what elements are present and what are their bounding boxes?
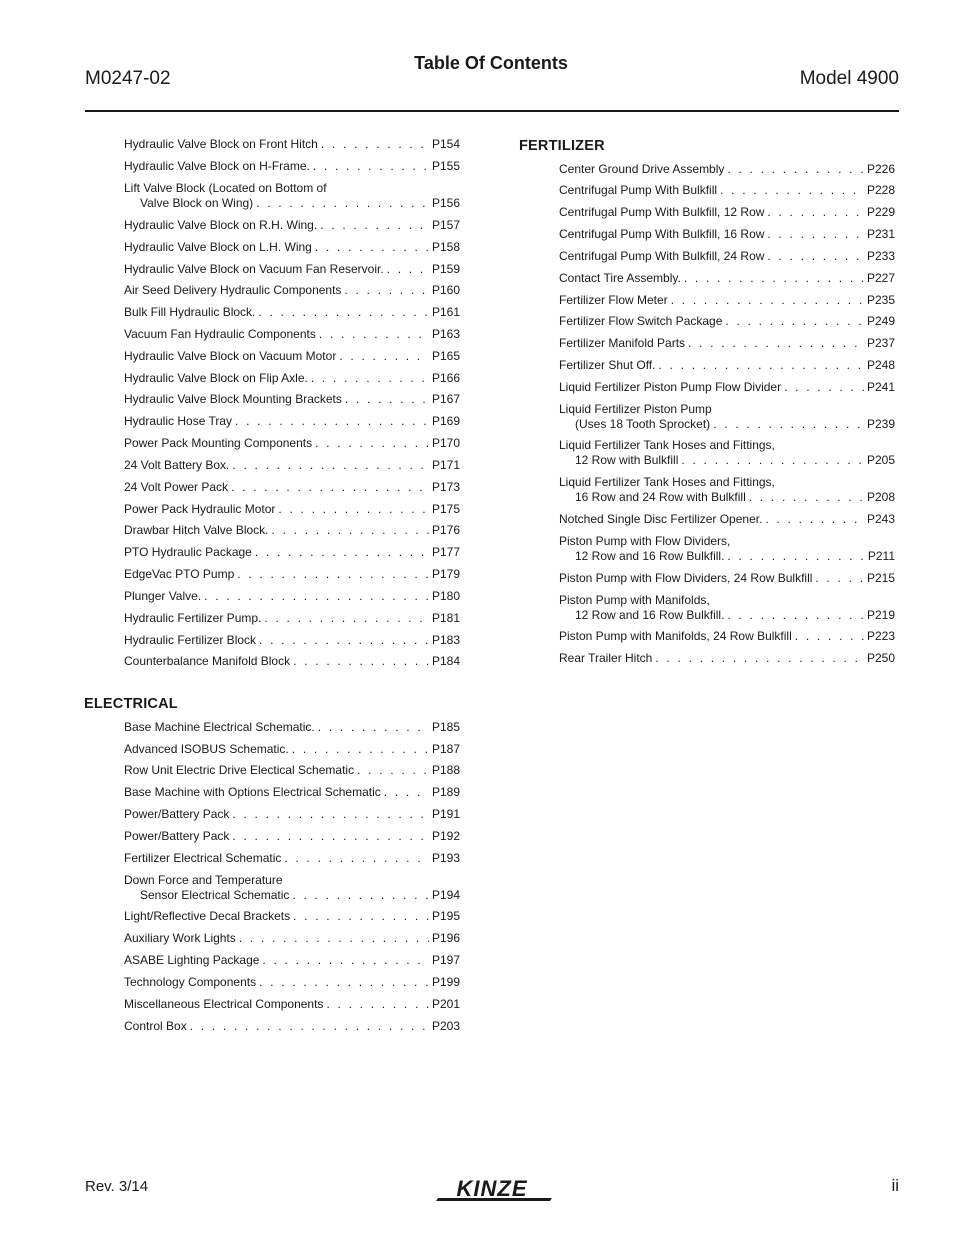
toc-entry-page: P201 [431, 997, 460, 1011]
toc-entry[interactable] [124, 851, 460, 866]
toc-entry[interactable] [559, 271, 895, 286]
toc-entry-title: Air Seed Delivery Hydraulic Components [124, 283, 342, 297]
dot-leader [655, 651, 864, 666]
toc-entry-page: P250 [866, 651, 895, 665]
page-number: ii [891, 1176, 899, 1195]
toc-entry[interactable] [559, 336, 895, 351]
toc-entry[interactable] [559, 227, 895, 242]
dot-leader [688, 336, 864, 351]
toc-entry-title: Liquid Fertilizer Piston Pump [559, 402, 712, 416]
toc-entry[interactable] [559, 314, 895, 329]
toc-entry-title: Auxiliary Work Lights [124, 931, 236, 945]
toc-entry-title-continued: Valve Block on Wing) [140, 196, 254, 210]
toc-entry-title: Power Pack Hydraulic Motor [124, 502, 276, 516]
toc-entry-title: Fertilizer Flow Meter [559, 293, 668, 307]
dot-leader [713, 417, 864, 432]
toc-entry-title: Light/Reflective Decal Brackets [124, 909, 291, 923]
toc-entry[interactable] [124, 181, 460, 211]
toc-entry-page: P157 [431, 218, 460, 232]
toc-entry-page: P228 [866, 183, 895, 197]
dot-leader [315, 240, 429, 255]
toc-entry-title-continued: 16 Row and 24 Row with Bulkfill [575, 490, 746, 504]
toc-entry[interactable] [124, 159, 460, 174]
toc-entry-title: Down Force and Temperature [124, 873, 283, 887]
toc-entry-page: P176 [431, 523, 460, 537]
toc-entry[interactable] [124, 909, 460, 924]
toc-entry-title: Row Unit Electric Drive Electical Schematic [124, 763, 355, 777]
toc-entry-page: P156 [431, 196, 460, 210]
toc-entry-page: P197 [431, 953, 460, 967]
dot-leader [681, 453, 864, 468]
toc-entry-title: Vacuum Fan Hydraulic Components [124, 327, 316, 341]
toc-entry[interactable] [124, 720, 460, 735]
dot-leader [278, 502, 429, 517]
dot-leader [720, 183, 864, 198]
toc-entry-page: P235 [866, 293, 895, 307]
dot-leader [767, 205, 864, 220]
page-title: Table Of Contents [414, 53, 568, 73]
dot-leader [387, 262, 429, 277]
toc-entry-page: P177 [431, 545, 460, 559]
dot-leader [232, 829, 429, 844]
toc-entry[interactable] [124, 523, 460, 538]
toc-entry-title: Fertilizer Manifold Parts [559, 336, 686, 350]
toc-entry-title: Piston Pump with Flow Dividers, 24 Row Bulkfill [559, 571, 813, 585]
dot-leader [384, 785, 429, 800]
toc-entry[interactable] [559, 402, 895, 432]
toc-entry[interactable] [124, 137, 460, 152]
toc-entry[interactable] [559, 571, 895, 586]
toc-entry-title: Counterbalance Manifold Block [124, 654, 291, 668]
fertilizer-heading: FERTILIZER [519, 138, 605, 154]
toc-entry[interactable] [124, 545, 460, 560]
toc-entry-title: Piston Pump with Manifolds, [559, 593, 710, 607]
toc-entry-title: Hydraulic Hose Tray [124, 414, 233, 428]
toc-entry-title: Plunger Valve. [124, 589, 202, 603]
dot-leader [292, 888, 429, 903]
toc-entry-page: P192 [431, 829, 460, 843]
toc-entry[interactable] [124, 829, 460, 844]
toc-entry-title: 24 Volt Power Pack [124, 480, 229, 494]
toc-entry-title: 24 Volt Battery Box. [124, 458, 230, 472]
toc-entry[interactable] [124, 283, 460, 298]
svg-text:KINZE: KINZE [456, 1176, 528, 1201]
toc-entry[interactable] [124, 975, 460, 990]
toc-entry[interactable] [124, 807, 460, 822]
dot-leader [765, 512, 864, 527]
toc-entry-title: Fertilizer Shut Off. [559, 358, 656, 372]
dot-leader [339, 349, 429, 364]
toc-entry-page: P167 [431, 392, 460, 406]
dot-leader [258, 305, 429, 320]
dot-leader [311, 371, 429, 386]
toc-entry-page: P249 [866, 314, 895, 328]
dot-leader [255, 545, 429, 560]
dot-leader [259, 975, 429, 990]
toc-entry[interactable] [559, 205, 895, 220]
toc-entry-page: P161 [431, 305, 460, 319]
toc-entry-page: P208 [866, 490, 895, 504]
dot-leader [231, 480, 429, 495]
dot-leader [259, 633, 429, 648]
toc-entry-title: Power/Battery Pack [124, 807, 230, 821]
toc-entry-page: P183 [431, 633, 460, 647]
toc-entry-title: Liquid Fertilizer Piston Pump Flow Divider [559, 380, 782, 394]
toc-entry-page: P159 [431, 262, 460, 276]
toc-entry[interactable] [124, 873, 460, 903]
toc-entry-title: Liquid Fertilizer Tank Hoses and Fittings, [559, 438, 775, 452]
toc-entry-page: P243 [866, 512, 895, 526]
toc-entry[interactable] [124, 262, 460, 277]
toc-entry-title: Fertilizer Flow Switch Package [559, 314, 723, 328]
toc-entry-title: EdgeVac PTO Pump [124, 567, 235, 581]
dot-leader [284, 851, 429, 866]
doc-number: M0247-02 [85, 68, 171, 89]
toc-entry[interactable] [124, 305, 460, 320]
toc-entry-title: PTO Hydraulic Package [124, 545, 252, 559]
toc-entry[interactable] [124, 392, 460, 407]
toc-entry-title: Center Ground Drive Assembly [559, 162, 725, 176]
toc-entry-page: P175 [431, 502, 460, 516]
dot-leader [235, 414, 429, 429]
toc-entry-title: Drawbar Hitch Valve Block. [124, 523, 269, 537]
dot-leader [345, 392, 429, 407]
toc-entry-page: P248 [866, 358, 895, 372]
dot-leader [293, 909, 429, 924]
toc-entry[interactable] [559, 293, 895, 308]
toc-entry-page: P239 [866, 417, 895, 431]
dot-leader [658, 358, 863, 373]
dot-leader [767, 249, 864, 264]
dot-leader [232, 807, 429, 822]
toc-entry-title: Base Machine with Options Electrical Schematic [124, 785, 381, 799]
toc-entry[interactable] [124, 240, 460, 255]
toc-entry-page: P185 [431, 720, 460, 734]
dot-leader [320, 218, 429, 233]
toc-entry[interactable] [559, 512, 895, 527]
toc-entry-page: P193 [431, 851, 460, 865]
toc-entry-title: Base Machine Electrical Schematic. [124, 720, 315, 734]
toc-entry[interactable] [124, 414, 460, 429]
toc-entry-title: Technology Components [124, 975, 257, 989]
revision-label: Rev. 3/14 [85, 1178, 149, 1195]
toc-entry[interactable] [124, 785, 460, 800]
toc-entry-title: Bulk Fill Hydraulic Block. [124, 305, 256, 319]
toc-entry-title: Piston Pump with Manifolds, 24 Row Bulkfill [559, 629, 792, 643]
toc-entry-page: P196 [431, 931, 460, 945]
toc-entry-title: Centrifugal Pump With Bulkfill, 24 Row [559, 249, 765, 263]
toc-entry-page: P195 [431, 909, 460, 923]
toc-entry-page: P171 [431, 458, 460, 472]
kinze-logo [432, 1176, 554, 1204]
kinze-logo-icon [432, 1176, 554, 1204]
toc-entry[interactable] [124, 997, 460, 1012]
toc-entry-page: P181 [431, 611, 460, 625]
toc-entry-page: P223 [866, 629, 895, 643]
toc-entry-title: Hydraulic Valve Block on Vacuum Fan Reservoir. [124, 262, 384, 276]
toc-entry[interactable] [124, 371, 460, 386]
dot-leader [321, 137, 429, 152]
dot-leader [262, 953, 429, 968]
toc-entry-title: Power/Battery Pack [124, 829, 230, 843]
toc-entry-title: Control Box [124, 1019, 187, 1033]
toc-entry-page: P241 [866, 380, 895, 394]
dot-leader [727, 549, 864, 564]
dot-leader [684, 271, 864, 286]
toc-entry[interactable] [559, 358, 895, 373]
toc-entry-page: P155 [431, 159, 460, 173]
toc-entry-title: Hydraulic Valve Block on R.H. Wing. [124, 218, 318, 232]
toc-entry-page: P163 [431, 327, 460, 341]
toc-entry[interactable] [559, 475, 895, 505]
toc-entry-page: P188 [431, 763, 460, 777]
dot-leader [326, 997, 429, 1012]
toc-entry-title: Fertilizer Electrical Schematic [124, 851, 282, 865]
toc-entry-title: Hydraulic Valve Block on Vacuum Motor [124, 349, 337, 363]
toc-entry-page: P205 [866, 453, 895, 467]
toc-entry-page: P191 [431, 807, 460, 821]
header-rule [85, 110, 899, 112]
toc-entry-page: P211 [867, 549, 895, 563]
toc-entry-title: Power Pack Mounting Components [124, 436, 313, 450]
toc-entry[interactable] [124, 1019, 460, 1034]
dot-leader [239, 931, 429, 946]
dot-leader [749, 490, 864, 505]
toc-entry-page: P165 [431, 349, 460, 363]
dot-leader [815, 571, 864, 586]
toc-entry[interactable] [124, 611, 460, 626]
toc-entry-title: Lift Valve Block (Located on Bottom of [124, 181, 327, 195]
dot-leader [319, 327, 429, 342]
dot-leader [344, 283, 429, 298]
toc-entry-page: P187 [431, 742, 460, 756]
toc-entry-title-continued: 12 Row and 16 Row Bulkfill. [575, 608, 725, 622]
toc-entry[interactable] [559, 651, 895, 666]
dot-leader [671, 293, 864, 308]
toc-entry[interactable] [559, 629, 895, 644]
dot-leader [264, 611, 429, 626]
toc-entry-title-continued: Sensor Electrical Schematic [140, 888, 290, 902]
toc-entry-page: P158 [431, 240, 460, 254]
toc-entry-page: P154 [431, 137, 460, 151]
toc-entry[interactable] [124, 589, 460, 604]
toc-entry-title: Hydraulic Fertilizer Block [124, 633, 257, 647]
toc-entry-title: Hydraulic Valve Block on Flip Axle. [124, 371, 308, 385]
toc-entry-page: P180 [431, 589, 460, 603]
dot-leader [293, 654, 429, 669]
toc-entry-title: Rear Trailer Hitch [559, 651, 653, 665]
toc-entry-title-continued: 12 Row with Bulkfill [575, 453, 679, 467]
toc-entry-title-continued: (Uses 18 Tooth Sprocket) [575, 417, 711, 431]
toc-entry-page: P231 [866, 227, 895, 241]
dot-leader [784, 380, 864, 395]
toc-entry-title: ASABE Lighting Package [124, 953, 260, 967]
toc-entry[interactable] [124, 502, 460, 517]
toc-entry-page: P237 [866, 336, 895, 350]
toc-entry-page: P229 [866, 205, 895, 219]
toc-entry[interactable] [124, 763, 460, 778]
toc-entry[interactable] [559, 593, 895, 623]
toc-entry[interactable] [559, 534, 895, 564]
toc-entry-title: Advanced ISOBUS Schematic. [124, 742, 289, 756]
dot-leader [767, 227, 864, 242]
dot-leader [727, 608, 864, 623]
toc-entry[interactable] [559, 249, 895, 264]
toc-entry[interactable] [124, 327, 460, 342]
toc-entry[interactable] [124, 654, 460, 669]
toc-entry-page: P160 [431, 283, 460, 297]
toc-entry-page: P189 [431, 785, 460, 799]
dot-leader [725, 314, 864, 329]
toc-entry-title: Centrifugal Pump With Bulkfill, 12 Row [559, 205, 765, 219]
toc-entry-page: P233 [866, 249, 895, 263]
dot-leader [237, 567, 429, 582]
toc-entry[interactable] [124, 458, 460, 473]
toc-entry-title: Liquid Fertilizer Tank Hoses and Fittings, [559, 475, 775, 489]
toc-entry[interactable] [124, 218, 460, 233]
dot-leader [232, 458, 429, 473]
toc-entry-page: P179 [431, 567, 460, 581]
toc-entry[interactable] [559, 183, 895, 198]
toc-entry[interactable] [124, 931, 460, 946]
toc-entry-page: P173 [431, 480, 460, 494]
toc-entry-title: Miscellaneous Electrical Components [124, 997, 324, 1011]
dot-leader [272, 523, 429, 538]
dot-leader [318, 720, 429, 735]
toc-entry[interactable] [124, 567, 460, 582]
dot-leader [204, 589, 429, 604]
toc-entry-page: P170 [431, 436, 460, 450]
toc-entry[interactable] [124, 480, 460, 495]
toc-entry[interactable] [124, 953, 460, 968]
toc-entry-title: Hydraulic Valve Block on L.H. Wing [124, 240, 312, 254]
toc-entry-page: P227 [866, 271, 895, 285]
toc-entry[interactable] [559, 438, 895, 468]
toc-entry-page: P203 [431, 1019, 460, 1033]
dot-leader [292, 742, 429, 757]
toc-entry[interactable] [559, 162, 895, 177]
toc-entry-title: Hydraulic Fertilizer Pump. [124, 611, 262, 625]
toc-entry-page: P184 [431, 654, 460, 668]
toc-entry-page: P219 [866, 608, 895, 622]
toc-entry-title: Centrifugal Pump With Bulkfill, 16 Row [559, 227, 765, 241]
toc-entry[interactable] [124, 436, 460, 451]
toc-entry-page: P194 [431, 888, 460, 902]
toc-entry[interactable] [559, 380, 895, 395]
toc-entry-page: P199 [431, 975, 460, 989]
toc-entry-page: P169 [431, 414, 460, 428]
toc-entry-title: Hydraulic Valve Block on H-Frame. [124, 159, 310, 173]
dot-leader [256, 196, 429, 211]
toc-entry[interactable] [124, 633, 460, 648]
dot-leader [727, 162, 864, 177]
toc-entry-title: Piston Pump with Flow Dividers, [559, 534, 731, 548]
toc-entry[interactable] [124, 349, 460, 364]
toc-entry-title: Hydraulic Valve Block on Front Hitch [124, 137, 318, 151]
dot-leader [315, 436, 429, 451]
electrical-heading: ELECTRICAL [84, 696, 178, 712]
toc-entry-title: Hydraulic Valve Block Mounting Brackets [124, 392, 342, 406]
dot-leader [357, 763, 429, 778]
toc-entry-title: Notched Single Disc Fertilizer Opener. [559, 512, 763, 526]
toc-entry-title: Contact Tire Assembly. [559, 271, 681, 285]
dot-leader [190, 1019, 429, 1034]
model-label: Model 4900 [799, 68, 899, 89]
toc-entry-page: P215 [866, 571, 895, 585]
dot-leader [795, 629, 864, 644]
dot-leader [313, 159, 429, 174]
toc-entry-title-continued: 12 Row and 16 Row Bulkfill. [575, 549, 725, 563]
toc-entry[interactable] [124, 742, 460, 757]
toc-entry-title: Centrifugal Pump With Bulkfill [559, 183, 718, 197]
toc-entry-page: P226 [866, 162, 895, 176]
toc-entry-page: P166 [431, 371, 460, 385]
